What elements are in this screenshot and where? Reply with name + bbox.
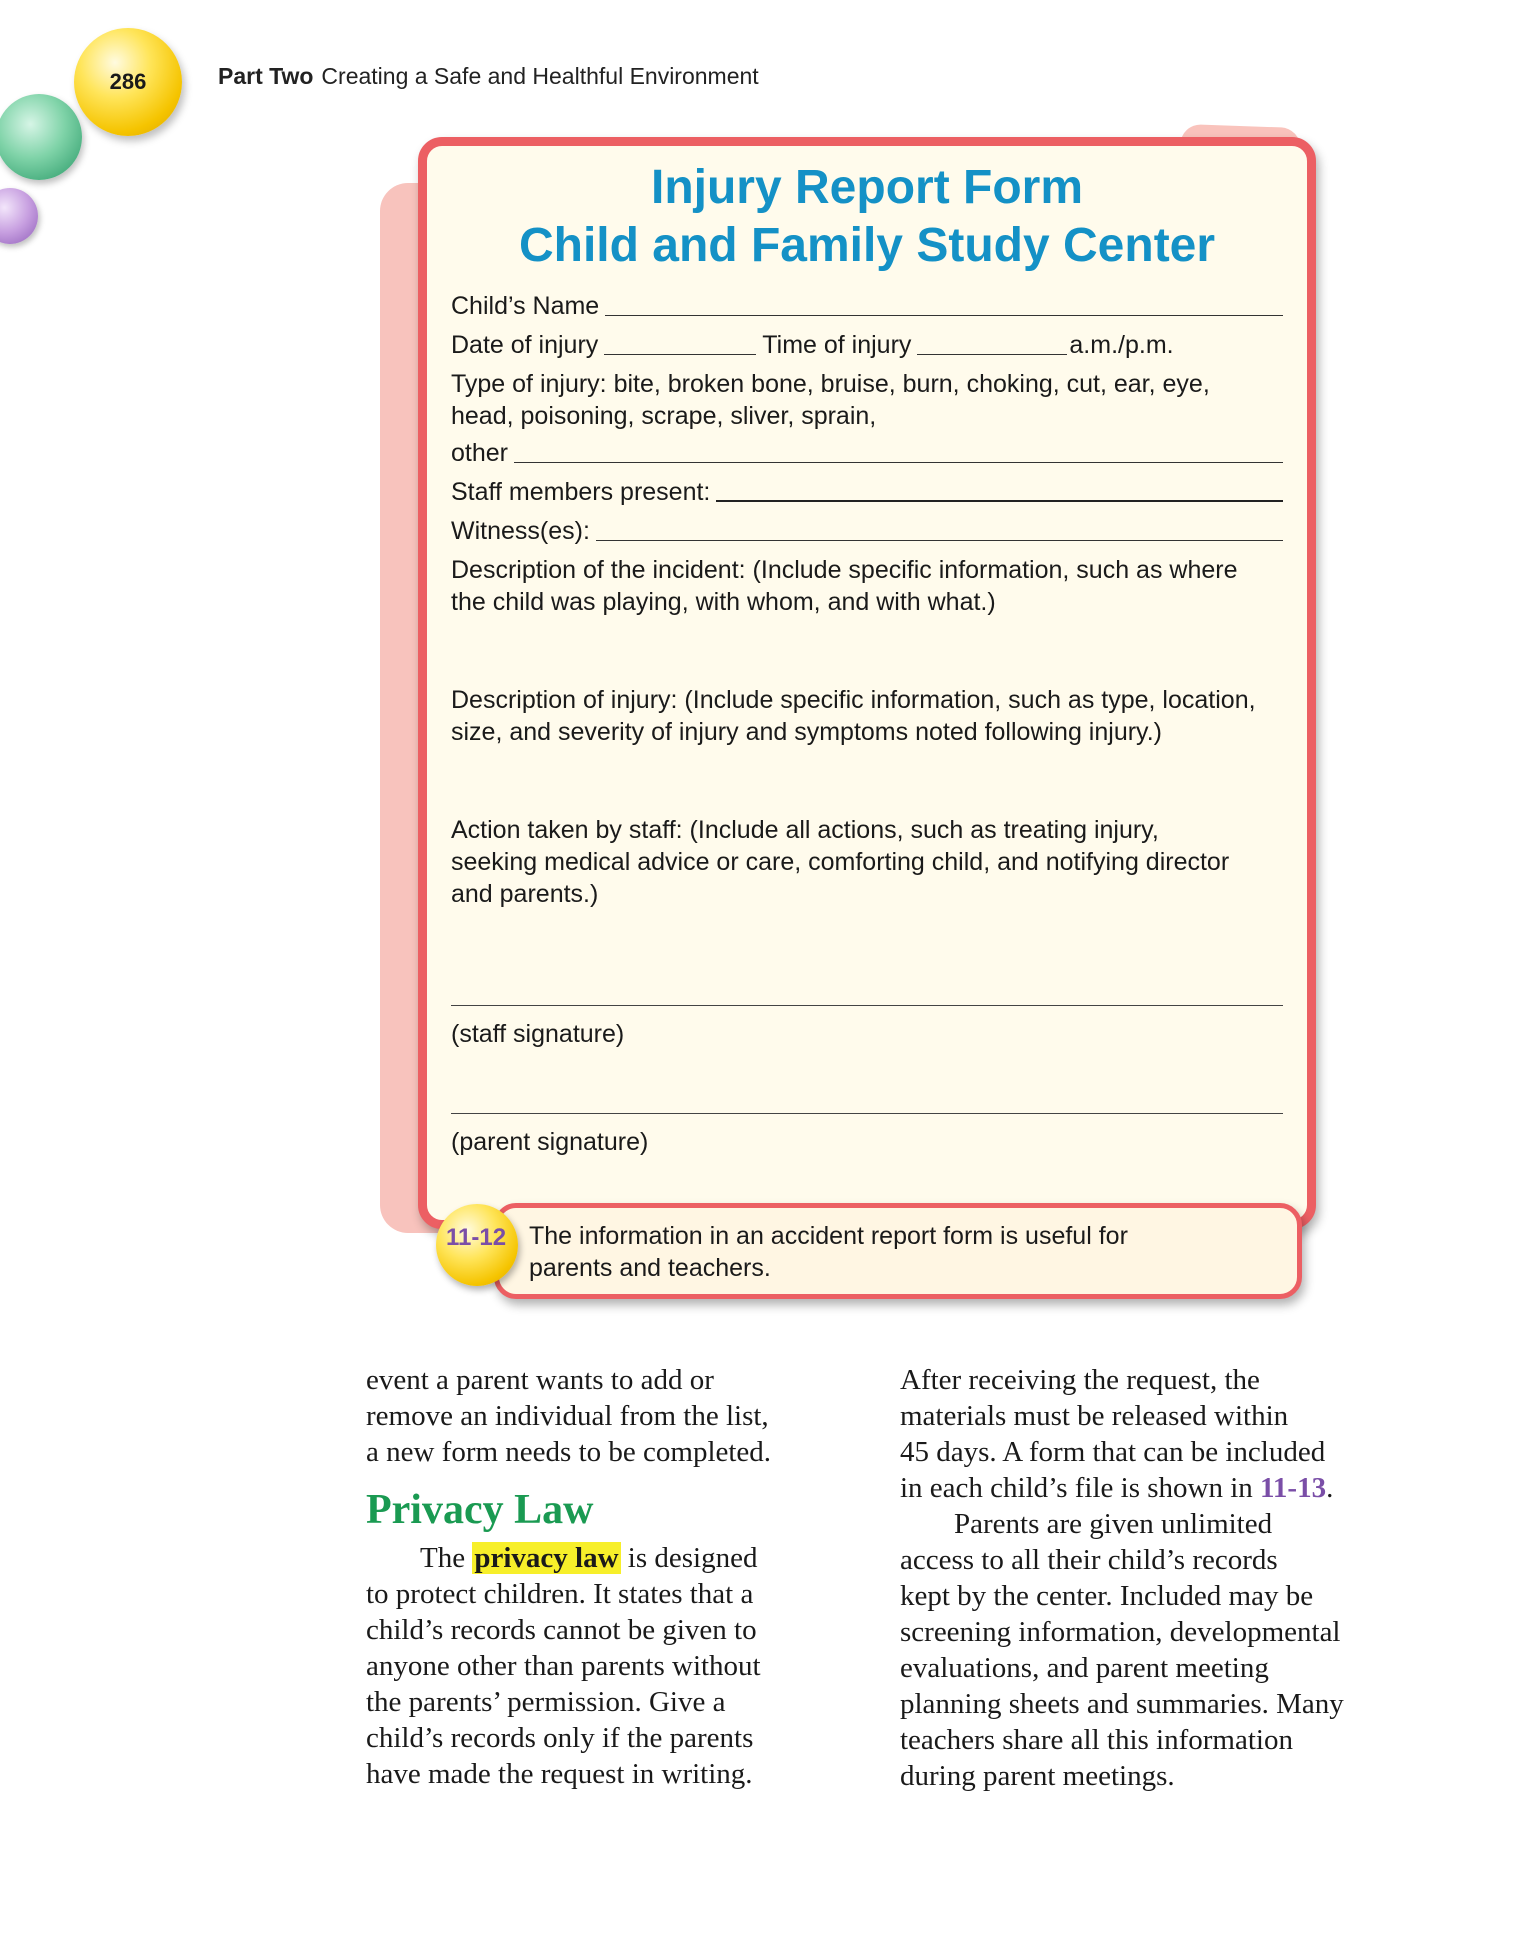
text-line: screening information, developmental — [900, 1616, 1341, 1648]
caption-text — [529, 1220, 1128, 1284]
text-line: 45 days. A form that can be included — [900, 1436, 1326, 1468]
other-row — [451, 437, 1283, 469]
section-heading: Privacy Law — [366, 1487, 594, 1533]
text-line: anyone other than parents without — [366, 1650, 761, 1682]
text-line: the parents’ permission. Give a — [366, 1686, 726, 1718]
text-line: planning sheets and summaries. Many — [900, 1688, 1344, 1720]
parent-signature-label: (parent signature) — [451, 1128, 649, 1156]
childs-name-row — [451, 290, 1283, 322]
key-term: privacy law — [474, 1542, 619, 1574]
ampm-label: a.m./p.m. — [1069, 331, 1174, 359]
text-line: materials must be released within — [900, 1400, 1289, 1432]
injury-type-text — [451, 368, 1289, 432]
caption-line1: The information in an accident report form is useful for — [529, 1222, 1128, 1250]
text-line: in each child’s file is shown in — [900, 1472, 1253, 1504]
injury-description — [451, 684, 1289, 748]
staff-signature-line — [451, 1005, 1283, 1006]
text-line: event a parent wants to add or — [366, 1364, 714, 1396]
witness-line — [596, 539, 1283, 541]
figure-reference-link[interactable]: 11-13 — [1260, 1472, 1327, 1504]
body-left-column — [366, 1362, 836, 1792]
right-paragraph-2 — [900, 1506, 1400, 1794]
decorative-purple-bubble — [0, 188, 38, 244]
text-line: a new form needs to be completed. — [366, 1436, 772, 1468]
text-line: have made the request in writing. — [366, 1758, 753, 1790]
decorative-green-bubble — [0, 94, 82, 180]
action-line1: Action taken by staff: (Include all actions, such as treating injury, — [451, 816, 1159, 844]
injury-line2: size, and severity of injury and symptoms noted following injury.) — [451, 718, 1162, 746]
figure-caption — [494, 1203, 1302, 1299]
date-time-row — [451, 329, 1283, 361]
text-line: kept by the center. Included may be — [900, 1580, 1314, 1612]
text-line: access to all their child’s records — [900, 1544, 1278, 1576]
witness-label: Witness(es): — [451, 517, 590, 545]
action-taken — [451, 814, 1289, 910]
privacy-law-paragraph — [366, 1540, 836, 1792]
figure-number: 11-12 — [446, 1224, 507, 1251]
text-line: . — [1326, 1472, 1334, 1504]
text-line: The — [420, 1542, 466, 1574]
page-number: 286 — [109, 69, 147, 94]
text-line: to protect children. It states that a — [366, 1578, 754, 1610]
incident-line2: the child was playing, with whom, and with what.) — [451, 588, 996, 616]
incident-description — [451, 554, 1289, 618]
text-line: Parents are given unlimited — [954, 1508, 1273, 1540]
section-title: Creating a Safe and Healthful Environment — [321, 63, 759, 89]
part-label: Part Two — [218, 63, 314, 89]
text-line: After receiving the request, the — [900, 1364, 1260, 1396]
witness-row — [451, 515, 1283, 547]
time-line — [917, 353, 1067, 355]
left-intro — [366, 1362, 836, 1470]
parent-signature-line — [451, 1113, 1283, 1114]
staff-signature-label: (staff signature) — [451, 1020, 625, 1048]
text-line: child’s records only if the parents — [366, 1722, 754, 1754]
childs-name-line — [605, 314, 1283, 316]
staff-present-row — [451, 476, 1283, 508]
injury-type-line1: Type of injury: bite, broken bone, bruise, burn, choking, cut, ear, eye, — [451, 370, 1210, 398]
text-line: during parent meetings. — [900, 1760, 1175, 1792]
text-line: teachers share all this information — [900, 1724, 1293, 1756]
right-paragraph-1 — [900, 1362, 1400, 1506]
caption-line2: parents and teachers. — [529, 1254, 771, 1282]
date-label: Date of injury — [451, 331, 599, 359]
childs-name-label: Child’s Name — [451, 292, 600, 320]
form-title: Injury Report Form — [650, 161, 1084, 214]
staff-present-line — [716, 499, 1283, 502]
injury-line1: Description of injury: (Include specific information, such as type, location, — [451, 686, 1256, 714]
text-line: is designed — [627, 1542, 758, 1574]
injury-type-line2: head, poisoning, scrape, sliver, sprain, — [451, 402, 877, 430]
time-label: Time of injury — [762, 331, 912, 359]
incident-line1: Description of the incident: (Include specific information, such as where — [451, 556, 1238, 584]
other-line — [514, 461, 1283, 463]
other-label: other — [451, 439, 508, 467]
staff-present-label: Staff members present: — [451, 478, 711, 506]
text-line: remove an individual from the list, — [366, 1400, 769, 1432]
body-right-column — [900, 1362, 1400, 1794]
injury-report-form — [418, 137, 1316, 1229]
running-head — [218, 63, 759, 90]
date-line — [604, 353, 756, 355]
text-line: child’s records cannot be given to — [366, 1614, 757, 1646]
form-subtitle: Child and Family Study Center — [518, 219, 1216, 272]
page-number-badge — [74, 28, 182, 136]
text-line: evaluations, and parent meeting — [900, 1652, 1269, 1684]
action-line2: seeking medical advice or care, comforting child, and notifying director — [451, 848, 1230, 876]
action-line3: and parents.) — [451, 880, 599, 908]
